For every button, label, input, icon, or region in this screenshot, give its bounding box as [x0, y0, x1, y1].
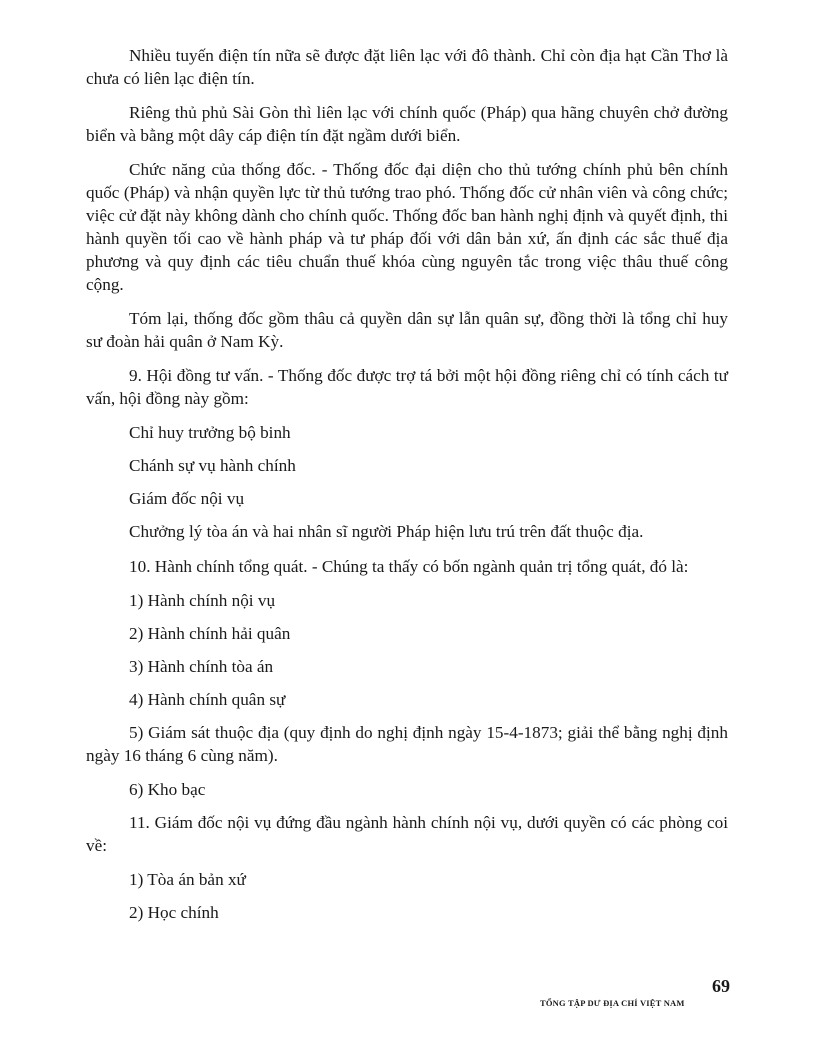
admin-branch-item: 4) Hành chính quân sự — [129, 690, 286, 709]
admin-branch-item: 6) Kho bạc — [129, 780, 206, 799]
running-footer: TỔNG TẬP DƯ ĐỊA CHÍ VIỆT NAM — [540, 998, 685, 1008]
paragraph-governor-summary: Tóm lại, thống đốc gồm thâu cả quyền dân sự lẫn quân sự, đồng thời là tổng chỉ huy sư đoàn hải quân ở Nam Kỳ. — [86, 309, 728, 351]
paragraph-telegraph-lines: Nhiều tuyến điện tín nữa sẽ được đặt liên lạc với đô thành. Chỉ còn địa hạt Cần Thơ là chưa có liên lạc điện tín. — [86, 46, 728, 88]
admin-branch-item: 2) Hành chính hải quân — [129, 624, 291, 643]
admin-branch-item: 3) Hành chính tòa án — [129, 657, 274, 676]
council-member-item: Giám đốc nội vụ — [129, 489, 245, 508]
council-member-item: Chỉ huy trưởng bộ binh — [129, 423, 291, 442]
admin-branch-item-colonial-supervision: 5) Giám sát thuộc địa (quy định do nghị định ngày 15-4-1873; giải thể bằng nghị định ngày 16 tháng 6 cùng năm). — [86, 723, 728, 765]
council-member-item: Chánh sự vụ hành chính — [129, 456, 296, 475]
paragraph-advisory-council: 9. Hội đồng tư vấn. - Thống đốc được trợ tá bởi một hội đồng riêng chỉ có tính cách tư vấn, hội đồng này gồm: — [86, 366, 728, 408]
council-member-item: Chưởng lý tòa án và hai nhân sĩ người Pháp hiện lưu trú trên đất thuộc địa. — [129, 522, 644, 541]
paragraph-interior-director: 11. Giám đốc nội vụ đứng đầu ngành hành chính nội vụ, dưới quyền có các phòng coi về: — [86, 813, 728, 855]
page-body — [86, 44, 728, 934]
admin-branch-item: 1) Hành chính nội vụ — [129, 591, 276, 610]
paragraph-general-administration: 10. Hành chính tổng quát. - Chúng ta thấy có bốn ngành quản trị tổng quát, đó là: — [129, 557, 689, 576]
paragraph-governor-functions: Chức năng của thống đốc. - Thống đốc đại diện cho thủ tướng chính phủ bên chính quốc (Pháp) và nhận quyền lực từ thủ tướng trao phó. Thống đốc cử nhân viên và công chức; việc cử đặt này không dành cho chính quốc. Thống đốc ban hành nghị định và quyết định, thi hành quyền tối cao về hành pháp và tư pháp đối với dân bản xứ, ấn định các sắc thuế địa phương và quy định các tiêu chuẩn thuế khóa cùng nguyên tắc trong việc thâu thuế công cộng. — [86, 160, 728, 294]
paragraph-saigon-cable: Riêng thủ phủ Sài Gòn thì liên lạc với chính quốc (Pháp) qua hãng chuyên chở đường biển và bằng một dây cáp điện tín đặt ngầm dưới biển. — [86, 103, 728, 145]
page-number: 69 — [712, 976, 730, 996]
interior-office-item: 1) Tòa án bản xứ — [129, 870, 246, 889]
interior-office-item: 2) Học chính — [129, 903, 219, 922]
